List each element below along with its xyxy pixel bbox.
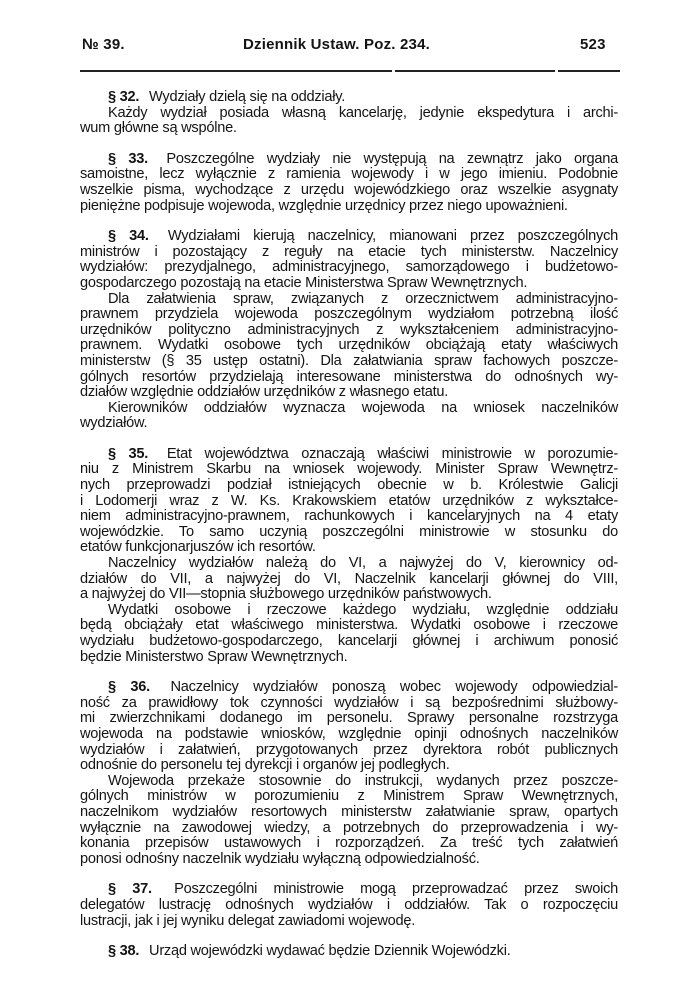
text-line xyxy=(80,572,618,588)
text-line xyxy=(80,121,618,137)
text-line xyxy=(80,743,618,759)
line-text: wojewódzkie. To samo uczynią poszczególni ministrowie w stosunku do xyxy=(80,523,618,540)
line-text: prawnem przydziela wojewoda poszczególnym wydziałom potrzebną ilość xyxy=(80,306,618,323)
line-text: wydziałów i załatwień, przygotowanych przez dyrektora robót publicznych xyxy=(80,741,618,758)
line-text: Kierowników oddziałów wyznacza wojewoda na wniosek naczelników xyxy=(108,399,618,416)
paragraph xyxy=(80,774,618,868)
line-text: działów do VII, a najwyżej do VI, Naczelnik kancelarji głównej do VIII, xyxy=(80,570,618,587)
line-text: Etat województwa oznaczają właściwi ministrowie w porozumie- xyxy=(166,445,618,462)
text-line xyxy=(80,525,618,541)
line-text: Dla załatwienia spraw, związanych z orzecznictwem administracyjno- xyxy=(108,290,618,307)
section-35 xyxy=(80,447,618,556)
line-text: pieniężne podpisuje wojewoda, względnie urzędnicy przez niego upoważnieni. xyxy=(80,197,568,214)
line-text: wyłącznie na zawodowej wiedzy, a potrzebnych do przeprowadzenia i wy- xyxy=(80,819,618,836)
text-line xyxy=(80,370,618,386)
line-text: wydziałów. xyxy=(80,415,148,432)
text-line xyxy=(80,338,618,354)
section-label: § 35. xyxy=(108,445,149,462)
line-text: będą obciążały etat właściwego ministerstwa. Wydatki osobowe i rzeczowe xyxy=(80,617,618,634)
text-line xyxy=(80,401,618,417)
text-line xyxy=(80,898,618,914)
text-line xyxy=(80,478,618,494)
text-line xyxy=(80,292,618,308)
line-text: Każdy wydział posiada własną kancelarję, jedynie ekspedytura i archi- xyxy=(108,104,618,121)
text-line xyxy=(80,556,618,572)
text-line xyxy=(80,260,618,276)
text-line xyxy=(80,540,618,556)
text-line xyxy=(80,650,618,666)
line-text: samoistne, lecz wyłącznie z ramienia wojewody i w jego imieniu. Podobnie xyxy=(80,166,618,183)
line-text: będzie Ministerstwo Spraw Wewnętrznych. xyxy=(80,648,348,665)
document-body xyxy=(80,90,618,960)
line-text: Poszczególni ministrowie mogą przeprowadzać przez swoich xyxy=(174,881,618,898)
paragraph xyxy=(80,556,618,603)
section-32 xyxy=(80,90,618,106)
text-line xyxy=(80,805,618,821)
text-line xyxy=(80,385,618,401)
text-line xyxy=(80,167,618,183)
line-text: Urząd wojewódzki wydawać będzie Dziennik Wojewódzki. xyxy=(149,943,511,960)
text-line xyxy=(80,852,618,868)
paragraph xyxy=(80,106,618,137)
line-text: prawnem. Wydatki osobowe tych urzędników obciążają etaty właściwych xyxy=(80,337,618,354)
line-text: wojewoda na podstawie wniosków, względnie opinji odnośnych naczelników xyxy=(80,725,618,742)
line-text: konania przepisów ustawowych i rozporządzeń. Za treść tych załatwień xyxy=(80,835,618,852)
text-line xyxy=(80,758,618,774)
text-line xyxy=(80,152,618,168)
line-text: a najwyżej do VII—stopnia służbowego urzędników państwowych. xyxy=(80,586,492,603)
section-37 xyxy=(80,882,618,929)
text-line xyxy=(80,354,618,370)
line-text: urzędników polityczno administracyjnych z wykształceniem administracyjno- xyxy=(80,321,618,338)
text-line xyxy=(80,821,618,837)
line-text: wydziałów: prezydjalnego, administracyjnego, samorządowego i budżetowo- xyxy=(80,259,618,276)
paragraph xyxy=(80,603,618,665)
header-rule xyxy=(395,70,555,72)
text-line xyxy=(80,727,618,743)
line-text: i Lodomerji wraz z W. Ks. Krakowskiem etatów urzędników z wykształce- xyxy=(80,492,618,509)
line-text: gólnych resortów przydzielają interesowane ministerstwa do odnośnych wy- xyxy=(80,368,618,385)
section-33 xyxy=(80,152,618,214)
page-number: 523 xyxy=(580,36,606,53)
line-text: odnośnie do personelu tej dyrekcji i organów jej podległych. xyxy=(80,757,450,774)
section-36 xyxy=(80,680,618,774)
section-34 xyxy=(80,229,618,291)
text-line xyxy=(80,882,618,898)
text-line xyxy=(80,696,618,712)
header-rule xyxy=(80,70,392,72)
text-line xyxy=(80,494,618,510)
text-line xyxy=(80,90,618,106)
line-text: delegatów lustrację odnośnych wydziałów i oddziałów. Tak o rozpoczęciu xyxy=(80,896,618,913)
line-text: Wydatki osobowe i rzeczowe każdego wydziału, względnie oddziału xyxy=(108,601,618,618)
section-label: § 38. xyxy=(108,943,140,960)
text-line xyxy=(80,183,618,199)
text-line xyxy=(80,774,618,790)
text-line xyxy=(80,245,618,261)
text-line xyxy=(80,229,618,245)
line-text: ministrów i pozostający z reguły na etacie tych ministerstw. Naczelnicy xyxy=(80,243,618,260)
line-text: wszelkie pisma, wychodzące z urzędu wojewódzkiego oraz wszelkie asygnaty xyxy=(80,181,618,198)
line-text: wum główne są wspólne. xyxy=(80,120,237,137)
header-rule xyxy=(558,70,620,72)
section-label: § 37. xyxy=(108,881,152,898)
line-text: lustracji, jak i jej wyniku delegat zawiadomi wojewodę. xyxy=(80,912,416,929)
line-text: wydziału budżetowo-gospodarczego, kancelarji głównej i archiwum ponosić xyxy=(80,633,618,649)
text-line xyxy=(80,587,618,603)
text-line xyxy=(80,836,618,852)
line-text: Poszczególne wydziały nie występują na zewnątrz jako organa xyxy=(166,150,618,167)
text-line xyxy=(80,603,618,619)
line-text: Naczelnicy wydziałów należą do VI, a najwyżej do V, kierownicy od- xyxy=(108,555,618,572)
journal-title: Dziennik Ustaw. Poz. 234. xyxy=(243,36,430,53)
line-text: ność za prawidłowy tok czynności wydziałów i są bezpośrednimi służbowy- xyxy=(80,694,618,711)
text-line xyxy=(80,199,618,215)
line-text: ministerstw (§ 35 ustęp ostatni). Dla załatwiania spraw fachowych poszcze- xyxy=(80,352,618,369)
text-line xyxy=(80,914,618,930)
line-text: naczelnikom wydziałów resortowych ministerstw załatwianie spraw, opartych xyxy=(80,803,618,820)
line-text: działów względnie oddziałów urzędników z własnego etatu. xyxy=(80,384,449,401)
section-label: § 32. xyxy=(108,89,140,105)
text-line xyxy=(80,276,618,292)
text-line xyxy=(80,634,618,650)
section-38 xyxy=(80,944,618,960)
text-line xyxy=(80,789,618,805)
text-line xyxy=(80,711,618,727)
text-line xyxy=(80,323,618,339)
text-line xyxy=(80,462,618,478)
text-line xyxy=(80,416,618,432)
line-text: Wydziały dzielą się na oddziały. xyxy=(149,89,346,105)
line-text: etatów funkcjonarjuszów ich resortów. xyxy=(80,539,316,556)
text-line xyxy=(80,106,618,122)
line-text: gólnych ministrów w porozumieniu z Ministrem Spraw Wewnętrznych, xyxy=(80,788,618,805)
line-text: nych przeprowadzi podział istniejących obecnie w b. Królestwie Galicji xyxy=(80,477,618,494)
line-text: gospodarczego pozostają na etacie Ministerstwa Spraw Wewnętrznych. xyxy=(80,274,528,291)
line-text: mi zwierzchnikami dodanego im personelu. Sprawy personalne rozstrzyga xyxy=(80,710,618,727)
line-text: Wojewoda przekaże stosownie do instrukcji, wydanych przez poszcze- xyxy=(108,772,618,789)
issue-number: № 39. xyxy=(82,36,125,53)
line-text: niu z Ministrem Skarbu na wniosek wojewody. Minister Spraw Wewnętrz- xyxy=(80,461,618,478)
text-line xyxy=(80,944,618,960)
paragraph xyxy=(80,401,618,432)
section-label: § 36. xyxy=(108,679,150,696)
line-text: niem administracyjno-prawnem, rachunkowych i kancelaryjnych na 4 etaty xyxy=(80,508,618,525)
text-line xyxy=(80,618,618,634)
line-text: Wydziałami kierują naczelnicy, mianowani przez poszczególnych xyxy=(167,228,618,245)
text-line xyxy=(80,447,618,463)
line-text: Naczelnicy wydziałów ponoszą wobec wojewody odpowiedzial- xyxy=(170,679,618,696)
line-text: ponosi odnośny naczelnik wydziału wyłączną odpowiedzialność. xyxy=(80,850,480,867)
section-label: § 34. xyxy=(108,228,149,245)
paragraph xyxy=(80,292,618,401)
text-line xyxy=(80,509,618,525)
text-line xyxy=(80,680,618,696)
section-label: § 33. xyxy=(108,150,148,167)
text-line xyxy=(80,307,618,323)
